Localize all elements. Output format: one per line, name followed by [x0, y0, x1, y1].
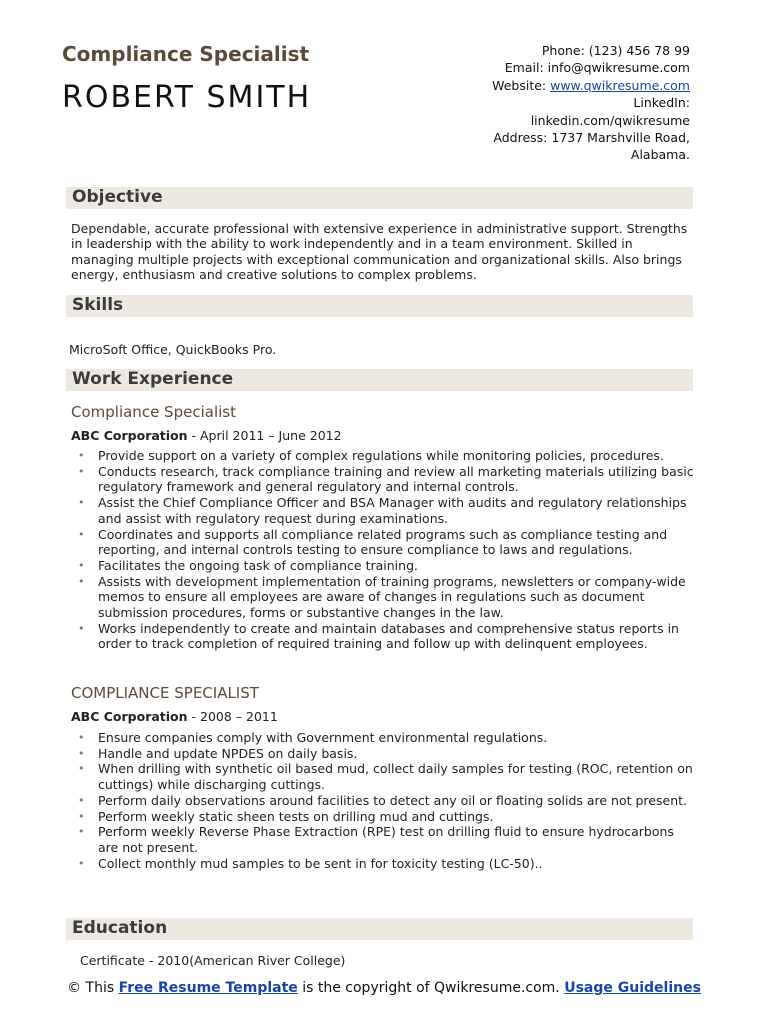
skills-heading: Skills — [72, 295, 124, 315]
usage-guidelines-link[interactable]: Usage Guidelines — [564, 980, 701, 996]
footer-prefix: © This — [67, 980, 119, 996]
contact-linkedin-label: LinkedIn: — [633, 95, 690, 111]
objective-heading: Objective — [72, 187, 163, 207]
skills-text: MicroSoft Office, QuickBooks Pro. — [69, 342, 277, 357]
skills-section-bar — [66, 295, 693, 317]
contact-phone: Phone: (123) 456 78 99 — [541, 43, 690, 58]
resume-job-title: Compliance Specialist — [62, 42, 310, 66]
job-company-line — [71, 709, 278, 724]
list-item: • Conducts research, track compliance training and review all marketing materials utilizing basic regulatory framework and general regulatory and internal controls. — [78, 464, 698, 495]
company-name: ABC Corporation — [71, 428, 188, 443]
list-item: • Coordinates and supports all compliance related programs such as compliance testing and reporting, and internal controls testing to ensure compliance to laws and regulations. — [78, 527, 698, 558]
footer-middle: is the copyright of Qwikresume.com. — [297, 980, 565, 996]
list-item: • Perform daily observations around facilities to detect any oil or floating solids are not present. — [78, 793, 698, 809]
contact-email: Email: info@qwikresume.com — [504, 60, 690, 76]
website-link[interactable]: www.qwikresume.com — [550, 77, 690, 93]
job-dates: - April 2011 – June 2012 — [187, 428, 342, 443]
job-bullet-list — [78, 730, 698, 871]
job-dates: - 2008 – 2011 — [187, 709, 278, 724]
list-item: • Provide support on a variety of complex regulations while monitoring policies, procedures. — [78, 448, 698, 464]
free-resume-template-link[interactable]: Free Resume Template — [118, 980, 298, 996]
company-name: ABC Corporation — [71, 709, 188, 724]
job-bullet-list — [78, 448, 698, 652]
contact-linkedin-value: linkedin.com/qwikresume — [530, 112, 690, 128]
work-heading: Work Experience — [72, 369, 234, 389]
list-item: • Ensure companies comply with Government environmental regulations. — [78, 730, 698, 746]
education-text: Certificate - 2010(American River College) — [80, 953, 346, 968]
job-title: Compliance Specialist — [71, 403, 236, 421]
copyright-footer — [0, 980, 768, 997]
job-title: COMPLIANCE SPECIALIST — [71, 684, 259, 702]
website-label: Website: — [492, 77, 551, 93]
contact-website — [370, 77, 690, 94]
objective-text: Dependable, accurate professional with extensive experience in administrative support. Strengths in leadership with the ability to work independently and in a team environment. Skilled in managing multiple projects with exceptional communication and organizational skills. Also brings energy, enthusiasm and creative solutions to complex problems. — [71, 221, 688, 283]
list-item: • Works independently to create and maintain databases and comprehensive status reports in order to track completion of required training and follow up with delinquent employees. — [78, 621, 698, 652]
education-heading: Education — [72, 918, 168, 938]
list-item: • When drilling with synthetic oil based mud, collect daily samples for testing (ROC, retention on cuttings) while discharging cuttings. — [78, 761, 698, 792]
candidate-name: ROBERT SMITH — [62, 80, 312, 115]
list-item: • Assists with development implementation of training programs, newsletters or company-wide memos to ensure all employees are aware of changes in regulations such as document submission procedures, forms or substantive changes in the law. — [78, 574, 698, 621]
list-item: • Collect monthly mud samples to be sent in for toxicity testing (LC-50).. — [78, 856, 698, 872]
list-item: • Perform weekly Reverse Phase Extraction (RPE) test on drilling fluid to ensure hydrocarbons are not present. — [78, 824, 698, 855]
list-item: • Handle and update NPDES on daily basis. — [78, 746, 698, 762]
list-item: • Perform weekly static sheen tests on drilling mud and cuttings. — [78, 809, 698, 825]
list-item: • Facilitates the ongoing task of compliance training. — [78, 558, 698, 574]
list-item: • Assist the Chief Compliance Officer and BSA Manager with audits and regulatory relationships and assist with regulatory request during examinations. — [78, 495, 698, 526]
contact-block — [370, 42, 690, 164]
contact-address-line2: Alabama. — [630, 147, 690, 163]
contact-address-line1: Address: 1737 Marshville Road, — [493, 130, 690, 146]
job-company-line — [71, 428, 342, 443]
